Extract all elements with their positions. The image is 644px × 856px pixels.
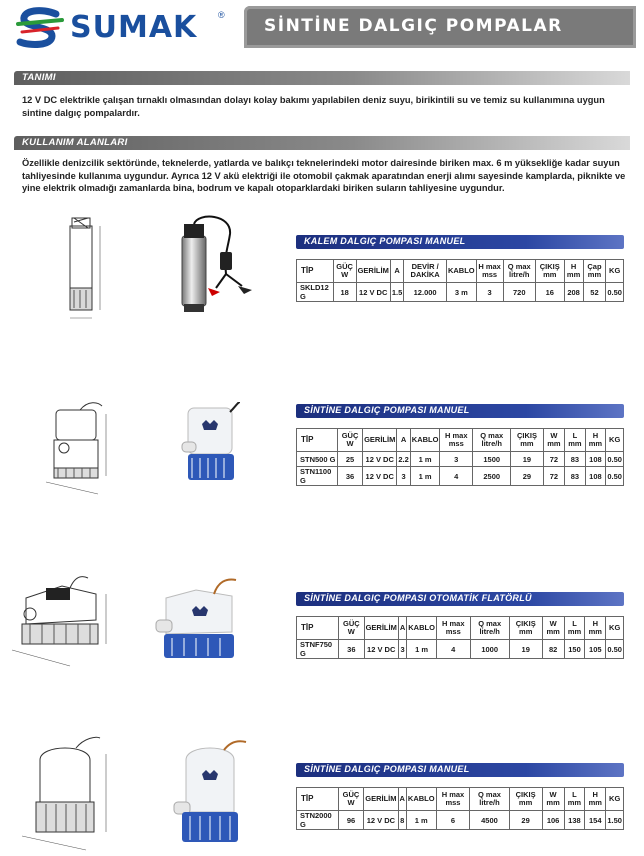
cell: 4 (440, 467, 473, 486)
col-header: A (398, 788, 406, 811)
col-header: H max mss (476, 260, 503, 283)
col-header: Q max litre/h (470, 788, 509, 811)
col-header: Q max litre/h (473, 429, 511, 452)
col-header: KABLO (446, 260, 476, 283)
cell: 3 (398, 640, 406, 659)
cell: 0.50 (606, 283, 624, 302)
stn500-photo (178, 402, 248, 488)
spec-table-skld12 (296, 259, 624, 302)
col-header: H max mss (436, 788, 470, 811)
col-header: A (390, 260, 403, 283)
cell-type: STNF750 G (297, 640, 339, 659)
product-title: SİNTİNE DALGIÇ POMPASI OTOMATİK FLATÖRLÜ (304, 593, 532, 603)
cell: 6 (436, 811, 470, 830)
table-row (297, 452, 624, 467)
col-header: KABLO (410, 429, 440, 452)
col-header: ÇIKIŞ mm (509, 617, 542, 640)
col-header: W mm (543, 429, 565, 452)
cell: 138 (564, 811, 585, 830)
col-header: DEVİR / DAKİKA (404, 260, 447, 283)
spec-table-stnf750 (296, 616, 624, 659)
cell: 208 (564, 283, 583, 302)
product-title-bar (296, 592, 624, 606)
cell: 1.5 (390, 283, 403, 302)
section-bar-tanim (14, 71, 630, 85)
cell: 8 (398, 811, 406, 830)
cell: 3 (476, 283, 503, 302)
col-header: GERİLİM (364, 617, 398, 640)
cell: 52 (583, 283, 606, 302)
cell: 18 (333, 283, 356, 302)
stnf750-drawing (6, 574, 114, 674)
col-header: GERİLİM (364, 788, 398, 811)
col-header: GÜÇ W (333, 260, 356, 283)
col-header: GÜÇ W (338, 788, 364, 811)
col-header: TİP (297, 260, 334, 283)
table-row (297, 467, 624, 486)
col-header: KG (606, 260, 624, 283)
cell: 0.50 (606, 640, 624, 659)
product-title-bar (296, 763, 624, 777)
cell: 1.50 (606, 811, 624, 830)
cell: 1 m (410, 452, 440, 467)
product-title-bar (296, 235, 624, 249)
cell: 154 (585, 811, 606, 830)
cell: 3 (397, 467, 410, 486)
tanim-text: 12 V DC elektrikle çalışan tırnaklı olmasından dolayı kolay bakımı yapılabilen deniz suyu, birikintili su ve temiz su kullanımına uygun sintine dalgıç pompalardır. (22, 95, 605, 118)
col-header: H max mss (436, 617, 470, 640)
col-header: GÜÇ W (339, 617, 364, 640)
col-header: ÇIKIŞ mm (511, 429, 543, 452)
cell-type: STN1100 G (297, 467, 338, 486)
cell: 83 (565, 467, 585, 486)
cell: 3 (440, 452, 473, 467)
brand-name: SUMAK (70, 10, 198, 45)
cell: 106 (542, 811, 564, 830)
cell: 36 (339, 640, 364, 659)
section-bar-kullanim (14, 136, 630, 150)
col-header: KG (606, 788, 624, 811)
col-header: KG (606, 429, 624, 452)
spec-table-stn500-stn1100 (296, 428, 624, 486)
cell: 108 (585, 467, 606, 486)
cell: 1 m (410, 467, 440, 486)
col-header: TİP (297, 617, 339, 640)
product-title: SİNTİNE DALGIÇ POMPASI MANUEL (304, 764, 470, 774)
cell: 19 (509, 640, 542, 659)
col-header: GERİLİM (363, 429, 397, 452)
col-header: Q max litre/h (470, 617, 509, 640)
col-header: H mm (564, 260, 583, 283)
cell: 1 m (407, 640, 437, 659)
logo-s-icon (12, 6, 68, 50)
section-title-kullanim: KULLANIM ALANLARI (22, 137, 128, 148)
col-header: KABLO (407, 617, 437, 640)
col-header: KABLO (406, 788, 436, 811)
spec-table-stn2000 (296, 787, 624, 830)
col-header: H mm (585, 788, 606, 811)
cell: 12 V DC (356, 283, 390, 302)
cell: 12 V DC (364, 811, 398, 830)
col-header: KG (606, 617, 624, 640)
cell: 0.50 (606, 467, 624, 486)
cell: 720 (503, 283, 535, 302)
stn500-drawing (40, 400, 114, 496)
cell-type: STN500 G (297, 452, 338, 467)
col-header: GERİLİM (356, 260, 390, 283)
col-header: W mm (542, 617, 564, 640)
cell: 16 (535, 283, 564, 302)
product-title-bar (296, 404, 624, 418)
skld12-drawing (60, 216, 112, 324)
cell: 4500 (470, 811, 509, 830)
table-row (297, 811, 624, 830)
cell: 82 (542, 640, 564, 659)
cell: 1500 (473, 452, 511, 467)
col-header: L mm (565, 429, 585, 452)
col-header: TİP (297, 788, 339, 811)
stnf750-photo (152, 576, 242, 668)
cell: 83 (565, 452, 585, 467)
cell-type: SKLD12 G (297, 283, 334, 302)
cell: 12.000 (404, 283, 447, 302)
col-header: A (398, 617, 406, 640)
col-header: Q max litre/h (503, 260, 535, 283)
cell: 29 (511, 467, 543, 486)
col-header: W mm (542, 788, 564, 811)
col-header: H max mss (440, 429, 473, 452)
cell: 12 V DC (364, 640, 398, 659)
section-title-tanim: TANIMI (22, 72, 56, 83)
stn2000-drawing (16, 736, 112, 852)
kullanim-text: Özellikle denizcilik sektöründe, teknelerde, yatlarda ve balıkçı teknelerindeki motor dairesinde biriken max. 6 m yüksekliğe kadar suyun tahliyesinde kullanıma uygundur. Ayrıca 12 V akü elektriği ile otomobil çakmak aparatından enerji alımı sayesinde kamplarda, piknikte ve yine elektrik olmadığı zamanlarda bina, bodrum ve kapalı otoparklardaki biriken suların tahliyesine uygundur. (22, 158, 626, 193)
col-header: H mm (585, 617, 606, 640)
product-title: KALEM DALGIÇ POMPASI MANUEL (304, 236, 466, 246)
cell: 72 (543, 467, 565, 486)
col-header: H mm (585, 429, 606, 452)
cell: 2500 (473, 467, 511, 486)
col-header: ÇIKIŞ mm (509, 788, 542, 811)
cell: 105 (585, 640, 606, 659)
col-header: L mm (564, 788, 585, 811)
col-header: L mm (564, 617, 584, 640)
col-header: ÇIKIŞ mm (535, 260, 564, 283)
cell: 4 (436, 640, 470, 659)
cell: 36 (337, 467, 362, 486)
stn2000-photo (168, 740, 252, 848)
cell: 3 m (446, 283, 476, 302)
product-title: SİNTİNE DALGIÇ POMPASI MANUEL (304, 405, 470, 415)
cell: 0.50 (606, 452, 624, 467)
registered-mark: ® (218, 10, 225, 20)
col-header: Çap mm (583, 260, 606, 283)
table-row (297, 640, 624, 659)
cell: 2.2 (397, 452, 410, 467)
cell: 12 V DC (363, 467, 397, 486)
cell: 29 (509, 811, 542, 830)
cell: 96 (338, 811, 364, 830)
col-header: GÜÇ W (337, 429, 362, 452)
col-header: TİP (297, 429, 338, 452)
page-title: SİNTİNE DALGIÇ POMPALAR (264, 16, 563, 36)
cell: 12 V DC (363, 452, 397, 467)
col-header: A (397, 429, 410, 452)
cell: 108 (585, 452, 606, 467)
sumak-logo (12, 6, 242, 50)
skld12-photo (168, 214, 264, 320)
cell: 19 (511, 452, 543, 467)
cell: 72 (543, 452, 565, 467)
cell: 25 (337, 452, 362, 467)
table-row (297, 283, 624, 302)
cell: 1000 (470, 640, 509, 659)
cell-type: STN2000 G (297, 811, 339, 830)
cell: 1 m (406, 811, 436, 830)
cell: 150 (564, 640, 584, 659)
page-title-banner (244, 6, 636, 48)
